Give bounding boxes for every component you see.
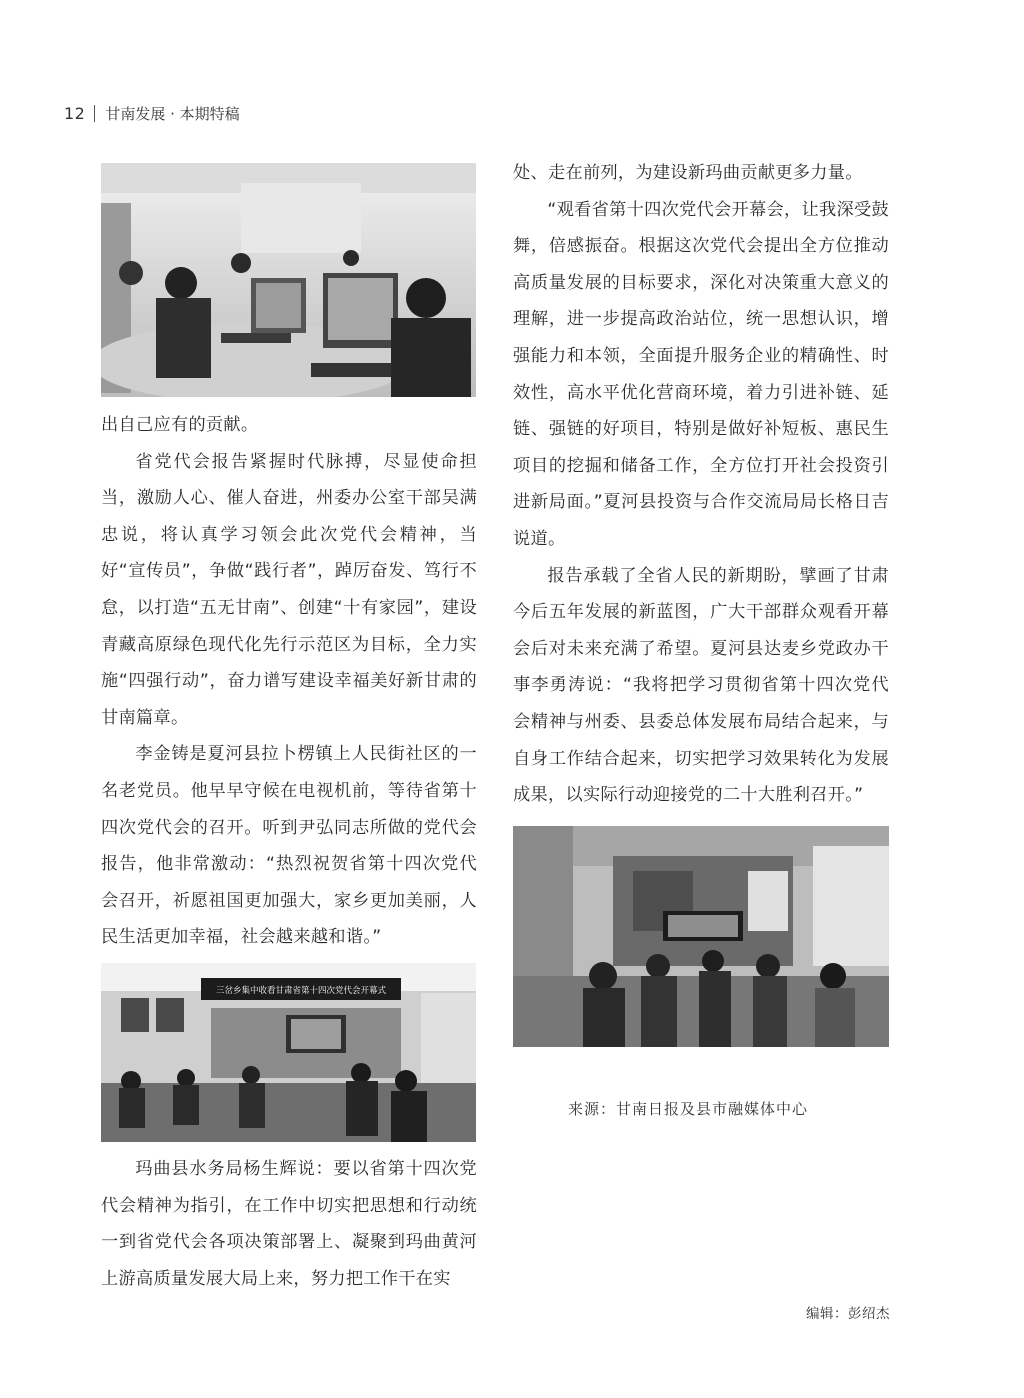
page-header	[64, 100, 240, 126]
paragraph: 玛曲县水务局杨生辉说：要以省第十四次党代会精神为指引，在工作中切实把思想和行动统一到省党代会各项决策部署上、凝聚到玛曲黄河上游高质量发展大局上来，努力把工作干在实	[101, 1159, 477, 1289]
left-column-upper	[101, 407, 477, 956]
paragraph: 处、走在前列，为建设新玛曲贡献更多力量。	[513, 163, 863, 183]
section-title: 甘南发展 · 本期特稿	[105, 104, 240, 123]
paragraph: “观看省第十四次党代会开幕会，让我深受鼓舞，倍感振奋。根据这次党代会提出全方位推动高质量发展的目标要求，深化对决策重大意义的理解，进一步提高政治站位，统一思想认识，增强能力和本领，全面提升服务企业的精确性、时效性，高水平优化营商环境，着力引进补链、延链、强链的好项目，特别是做好补短板、惠民生项目的挖掘和储备工作，全方位打开社会投资引进新局面。”夏河县投资与合作交流局局长格日吉说道。	[513, 199, 889, 549]
meeting-hall-photo	[101, 963, 476, 1142]
page-number: 12	[64, 103, 86, 123]
paragraph: 出自己应有的贡献。	[101, 415, 259, 435]
header-divider	[94, 105, 95, 122]
left-column-lower	[101, 1151, 477, 1297]
editor-credit: 编辑：彭绍杰	[806, 1306, 890, 1322]
village-room-photo	[513, 826, 889, 1047]
right-column	[513, 155, 889, 814]
source-credit: 来源：甘南日报及县市融媒体中心	[568, 1100, 809, 1118]
computer-lab-photo	[101, 163, 476, 397]
paragraph: 李金铸是夏河县拉卜楞镇上人民街社区的一名老党员。他早早守候在电视机前，等待省第十四次党代会的召开。听到尹弘同志所做的党代会报告，他非常激动：“热烈祝贺省第十四次党代会召开，祈愿祖国更加强大，家乡更加美丽，人民生活更加幸福，社会越来越和谐。”	[101, 744, 477, 948]
paragraph: 报告承载了全省人民的新期盼，擘画了甘肃今后五年发展的新蓝图，广大干部群众观看开幕会后对未来充满了希望。夏河县达麦乡党政办干事李勇涛说：“我将把学习贯彻省第十四次党代会精神与州委、县委总体发展布局结合起来，与自身工作结合起来，切实把学习效果转化为发展成果，以实际行动迎接党的二十大胜利召开。”	[513, 565, 889, 806]
meeting-hall-banner: 三岔乡集中收看甘肃省第十四次党代会开幕式	[215, 986, 387, 996]
paragraph: 省党代会报告紧握时代脉搏，尽显使命担当，激励人心、催人奋进，州委办公室干部吴满忠说，将认真学习领会此次党代会精神，当好“宣传员”，争做“践行者”，踔厉奋发、笃行不怠，以打造“五无甘南”、创建“十有家园”，建设青藏高原绿色现代化先行示范区为目标，全力实施“四强行动”，奋力谱写建设幸福美好新甘肃的甘南篇章。	[101, 451, 477, 728]
